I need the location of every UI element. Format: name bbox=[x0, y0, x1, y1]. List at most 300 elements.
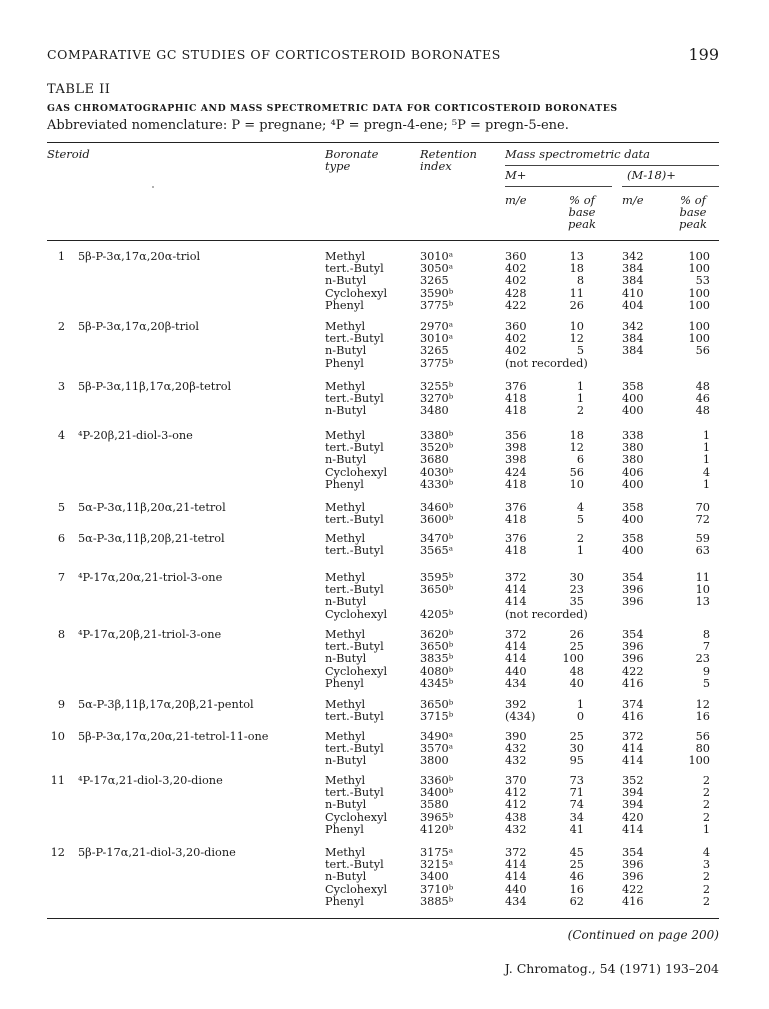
m-plus-percent-value: 8 bbox=[576, 274, 584, 288]
m-plus-me-value: 356 bbox=[505, 429, 527, 442]
m-minus-18-percent-value: 2 bbox=[702, 894, 710, 908]
m-plus-percent-value: 62 bbox=[569, 894, 584, 908]
m-plus-percent bbox=[552, 629, 584, 690]
m-plus-percent-value: 25 bbox=[569, 858, 584, 872]
boronate-type-value: Cyclohexyl bbox=[325, 607, 388, 621]
boronate-type-value: Methyl bbox=[325, 429, 366, 442]
header-pct-line: % of bbox=[680, 193, 706, 207]
m-minus-18-me bbox=[622, 775, 662, 836]
m-minus-18-percent bbox=[667, 847, 710, 908]
boronate-type-value: n-Butyl bbox=[325, 798, 367, 812]
m-minus-18-me-value: 414 bbox=[622, 822, 644, 836]
boronate-type-value: tert.-Butyl bbox=[325, 640, 384, 654]
m-minus-18-percent-value: 12 bbox=[695, 698, 710, 711]
retention-index-value: 3620ᵇ bbox=[420, 628, 454, 641]
m-minus-18-me bbox=[622, 731, 662, 768]
m-plus-percent-value: 18 bbox=[569, 429, 584, 442]
m-plus-percent-value: 1 bbox=[576, 392, 584, 406]
retention-index-value: 3255ᵇ bbox=[420, 380, 454, 393]
m-plus-percent-value: 46 bbox=[569, 870, 584, 884]
retention-index-value: 3215ᵃ bbox=[420, 858, 454, 872]
m-minus-18-percent bbox=[667, 381, 710, 418]
m-plus-me-value: 418 bbox=[505, 513, 527, 527]
retention-index-value: 3265 bbox=[420, 344, 449, 358]
boronate-type-value: Phenyl bbox=[325, 894, 364, 908]
retention-index-value: 3775ᵇ bbox=[420, 356, 454, 370]
retention-index-value: 3400 bbox=[420, 870, 449, 884]
m-minus-18-me-value: 354 bbox=[622, 571, 644, 584]
m-plus-percent-value: 26 bbox=[569, 628, 584, 641]
boronate-type-value: n-Butyl bbox=[325, 404, 367, 418]
m-plus-me-value: 376 bbox=[505, 501, 527, 514]
m-plus-percent-value: 23 bbox=[569, 583, 584, 597]
m-minus-18-percent-value: 2 bbox=[702, 810, 710, 824]
m-plus-me-value: 392 bbox=[505, 698, 527, 711]
m-plus-percent bbox=[552, 731, 584, 768]
m-plus-me-value: 432 bbox=[505, 754, 527, 768]
m-plus-percent bbox=[552, 251, 584, 312]
m-minus-18-me-value: 358 bbox=[622, 532, 644, 545]
m-minus-18-me-value: 416 bbox=[622, 894, 644, 908]
m-minus-18-me-value: 400 bbox=[622, 513, 644, 527]
boronate-type-value: tert.-Butyl bbox=[325, 710, 384, 724]
retention-index-value: 3710ᵇ bbox=[420, 882, 454, 896]
m-minus-18-me bbox=[622, 321, 662, 370]
header-m-minus-18: (M-18)+ bbox=[627, 168, 676, 182]
m-minus-18-me-value: 372 bbox=[622, 730, 644, 743]
m-plus-me-value: (not recorded) bbox=[505, 607, 588, 621]
m-minus-18-percent bbox=[667, 775, 710, 836]
m-minus-18-percent bbox=[667, 251, 710, 312]
m-plus-percent bbox=[552, 533, 584, 557]
retention-index-value: 3885ᵇ bbox=[420, 894, 454, 908]
steroid-name: 5β-P-3α,17α,20α,21-tetrol-11-one bbox=[78, 730, 269, 743]
m-plus-percent-value: 2 bbox=[576, 532, 584, 545]
boronate-type-value: n-Butyl bbox=[325, 453, 367, 467]
m-plus-percent-value: 95 bbox=[569, 754, 584, 768]
m-minus-18-percent-value: 2 bbox=[702, 798, 710, 812]
boronate-type-value: tert.-Butyl bbox=[325, 786, 384, 800]
nomenclature-note: Abbreviated nomenclature: P = pregnane; ⁴P = pregn-4-ene; ⁵P = pregn-5-ene. bbox=[47, 118, 569, 133]
header-m-over-e: m/e bbox=[505, 193, 527, 207]
steroid-number: 10 bbox=[50, 730, 65, 743]
steroid-name: ⁴P-17α,21-diol-3,20-dione bbox=[78, 774, 223, 787]
m-minus-18-me-value: 416 bbox=[622, 676, 644, 690]
boronate-type-value: tert.-Butyl bbox=[325, 583, 384, 597]
m-plus-me bbox=[505, 251, 545, 312]
m-minus-18-percent-value bbox=[667, 609, 710, 621]
m-plus-percent-value: 41 bbox=[569, 822, 584, 836]
m-minus-18-me-value: 342 bbox=[622, 250, 644, 263]
boronate-type bbox=[325, 251, 415, 312]
m-minus-18-me-value: 396 bbox=[622, 870, 644, 884]
table-caption: GAS CHROMATOGRAPHIC AND MASS SPECTROMETRIC DATA FOR CORTICOSTEROID BORONATES bbox=[47, 103, 618, 114]
m-minus-18-percent-value: 100 bbox=[688, 262, 710, 276]
m-minus-18-percent bbox=[667, 321, 710, 370]
m-plus-percent-value: 10 bbox=[569, 320, 584, 333]
retention-index-value: 4120ᵇ bbox=[420, 822, 454, 836]
retention-index-value: 3800 bbox=[420, 754, 449, 768]
m-plus-percent-value bbox=[552, 609, 584, 621]
steroid-number: 6 bbox=[57, 532, 65, 545]
m-plus-me bbox=[505, 381, 545, 418]
header-steroid: Steroid bbox=[47, 147, 90, 161]
m-plus-me bbox=[505, 775, 545, 836]
m-plus-rule bbox=[505, 186, 612, 187]
m-plus-me-value: 370 bbox=[505, 774, 527, 787]
m-plus-percent-value: 4 bbox=[576, 501, 584, 514]
m-minus-18-percent bbox=[667, 533, 710, 557]
m-plus-me-value: 414 bbox=[505, 595, 527, 609]
m-minus-18-me-value: 358 bbox=[622, 501, 644, 514]
retention-index-value: 2970ᵃ bbox=[420, 320, 454, 333]
m-minus-18-me-value: 414 bbox=[622, 742, 644, 756]
m-plus-me-value: 414 bbox=[505, 870, 527, 884]
m-minus-18-me-value: 404 bbox=[622, 298, 644, 312]
m-minus-18-percent-value: 23 bbox=[695, 652, 710, 666]
m-plus-me-value: 398 bbox=[505, 441, 527, 455]
retention-index bbox=[420, 572, 490, 621]
m-minus-18-percent-value: 59 bbox=[695, 532, 710, 545]
retention-index-value: 4330ᵇ bbox=[420, 477, 454, 491]
m-minus-18-me-value: 384 bbox=[622, 274, 644, 288]
m-plus-percent-value: 30 bbox=[569, 571, 584, 584]
m-minus-18-percent-value: 48 bbox=[695, 380, 710, 393]
header-m-plus: M+ bbox=[505, 168, 527, 182]
m-plus-percent-value: 48 bbox=[569, 664, 584, 678]
boronate-type-value: Methyl bbox=[325, 774, 366, 787]
m-minus-18-me-value: 374 bbox=[622, 698, 644, 711]
m-minus-18-percent-value: 53 bbox=[695, 274, 710, 288]
m-plus-percent-value: 16 bbox=[569, 882, 584, 896]
m-plus-me-value: 414 bbox=[505, 640, 527, 654]
m-plus-me-value: 414 bbox=[505, 652, 527, 666]
m-minus-18-percent-value: 63 bbox=[695, 544, 710, 558]
m-minus-18-percent-value: 1 bbox=[702, 822, 710, 836]
boronate-type-value: Methyl bbox=[325, 501, 366, 514]
m-minus-18-percent-value: 1 bbox=[702, 441, 710, 455]
m-minus-18-percent bbox=[667, 731, 710, 768]
m-plus-percent-value: 25 bbox=[569, 640, 584, 654]
m-minus-18-percent-value: 48 bbox=[695, 404, 710, 418]
m-minus-18-me-value: 384 bbox=[622, 332, 644, 346]
m-minus-18-me-value: 358 bbox=[622, 380, 644, 393]
m-plus-me-value: 424 bbox=[505, 465, 527, 479]
retention-index-value: 3595ᵇ bbox=[420, 571, 454, 584]
header-boronate-type: type bbox=[325, 159, 351, 173]
m-minus-18-percent bbox=[667, 629, 710, 690]
m-plus-me-value: 390 bbox=[505, 730, 527, 743]
boronate-type-value: Phenyl bbox=[325, 298, 364, 312]
retention-index bbox=[420, 251, 490, 312]
boronate-type bbox=[325, 533, 415, 557]
m-minus-18-me-value: 396 bbox=[622, 640, 644, 654]
m-plus-percent-value: 12 bbox=[569, 441, 584, 455]
boronate-type-value: Cyclohexyl bbox=[325, 465, 388, 479]
retention-index-value: 3600ᵇ bbox=[420, 513, 454, 527]
header-base-line: base bbox=[679, 205, 707, 220]
retention-index bbox=[420, 847, 490, 908]
boronate-type-value: Methyl bbox=[325, 730, 366, 743]
boronate-type-value: Methyl bbox=[325, 846, 366, 859]
steroid-number: 5 bbox=[57, 501, 65, 514]
table-top-rule bbox=[47, 142, 719, 143]
header-retention: Retention bbox=[420, 147, 477, 161]
m-minus-18-me-value: 380 bbox=[622, 453, 644, 467]
m-plus-me-value: 412 bbox=[505, 786, 527, 800]
m-minus-18-me bbox=[622, 251, 662, 312]
m-minus-18-percent-value: 4 bbox=[702, 846, 710, 859]
retention-index-value: 3775ᵇ bbox=[420, 298, 454, 312]
m-minus-18-me-value: 396 bbox=[622, 858, 644, 872]
m-minus-18-me bbox=[622, 847, 662, 908]
m-minus-18-me-value: 352 bbox=[622, 774, 644, 787]
m-plus-me bbox=[505, 430, 545, 491]
m-minus-18-percent-value: 4 bbox=[702, 465, 710, 479]
m-plus-me-value: 402 bbox=[505, 274, 527, 288]
boronate-type bbox=[325, 430, 415, 491]
header-m-over-e-2: m/e bbox=[622, 193, 644, 207]
header-bottom-rule bbox=[47, 240, 719, 241]
boronate-type-value: n-Butyl bbox=[325, 652, 367, 666]
m-minus-18-me-value: 338 bbox=[622, 429, 644, 442]
running-title: COMPARATIVE GC STUDIES OF CORTICOSTEROID BORONATES bbox=[47, 47, 501, 62]
retention-index-value: 3835ᵇ bbox=[420, 652, 454, 666]
retention-index-value: 3580 bbox=[420, 798, 449, 812]
m-minus-18-me-value: 342 bbox=[622, 320, 644, 333]
m-minus-18-me-value: 394 bbox=[622, 798, 644, 812]
m-plus-percent-value: 71 bbox=[569, 786, 584, 800]
table-label: TABLE II bbox=[47, 82, 111, 97]
retention-index-value: 3175ᵃ bbox=[420, 846, 454, 859]
retention-index-value: 3010ᵃ bbox=[420, 250, 454, 263]
m-minus-18-percent-value: 2 bbox=[702, 786, 710, 800]
boronate-type-value: Cyclohexyl bbox=[325, 286, 388, 300]
m-plus-me-value: 440 bbox=[505, 882, 527, 896]
m-minus-18-me-value: 422 bbox=[622, 664, 644, 678]
m-plus-me-value: 398 bbox=[505, 453, 527, 467]
boronate-type-value: Cyclohexyl bbox=[325, 882, 388, 896]
steroid-number: 1 bbox=[57, 250, 65, 263]
m-plus-me-value: 414 bbox=[505, 583, 527, 597]
m-plus-me-value: 440 bbox=[505, 664, 527, 678]
steroid-number: 4 bbox=[57, 429, 65, 442]
boronate-type-value: Methyl bbox=[325, 628, 366, 641]
m-minus-18-me bbox=[622, 699, 662, 723]
m-plus-percent bbox=[552, 572, 584, 621]
retention-index bbox=[420, 502, 490, 526]
retention-index-value: 3650ᵇ bbox=[420, 640, 454, 654]
m-plus-percent-value: 30 bbox=[569, 742, 584, 756]
steroid-number: 11 bbox=[50, 774, 65, 787]
boronate-type-value: Methyl bbox=[325, 571, 366, 584]
m-plus-me-value: (not recorded) bbox=[505, 356, 588, 370]
m-minus-18-me-value: 396 bbox=[622, 652, 644, 666]
boronate-type-value: Cyclohexyl bbox=[325, 810, 388, 824]
m-plus-percent-value: 56 bbox=[569, 465, 584, 479]
retention-index-value: 3400ᵇ bbox=[420, 786, 454, 800]
m-plus-percent-value: 2 bbox=[576, 404, 584, 418]
boronate-type-value: tert.-Butyl bbox=[325, 441, 384, 455]
retention-index-value: 3470ᵇ bbox=[420, 532, 454, 545]
m-plus-me-value: 438 bbox=[505, 810, 527, 824]
m-minus-18-rule bbox=[622, 186, 719, 187]
boronate-type bbox=[325, 699, 415, 723]
m-plus-me-value: 418 bbox=[505, 392, 527, 406]
retention-index-value: 3715ᵇ bbox=[420, 710, 454, 724]
m-plus-percent-value: 26 bbox=[569, 298, 584, 312]
boronate-type-value: Phenyl bbox=[325, 477, 364, 491]
m-minus-18-me-value: 420 bbox=[622, 810, 644, 824]
m-plus-me-value: 372 bbox=[505, 628, 527, 641]
header-pct-line: % of bbox=[569, 193, 595, 207]
m-minus-18-percent-value bbox=[667, 358, 710, 370]
retention-index-value: 3565ᵃ bbox=[420, 544, 454, 558]
retention-index-value: 3050ᵃ bbox=[420, 262, 454, 276]
m-minus-18-me-value: 384 bbox=[622, 344, 644, 358]
m-plus-percent-value: 18 bbox=[569, 262, 584, 276]
m-plus-percent-value: 73 bbox=[569, 774, 584, 787]
header-pct-base-1 bbox=[552, 195, 612, 232]
m-plus-me-value: 432 bbox=[505, 742, 527, 756]
boronate-type-value: n-Butyl bbox=[325, 870, 367, 884]
header-peak-line: peak bbox=[679, 217, 707, 232]
m-plus-percent-value: 1 bbox=[576, 698, 584, 711]
boronate-type-value: n-Butyl bbox=[325, 595, 367, 609]
m-minus-18-me-value: 396 bbox=[622, 595, 644, 609]
m-plus-percent-value: 11 bbox=[569, 286, 584, 300]
retention-index bbox=[420, 775, 490, 836]
m-plus-me bbox=[505, 847, 545, 908]
m-plus-percent-value bbox=[552, 358, 584, 370]
m-plus-me bbox=[505, 533, 545, 557]
m-plus-me bbox=[505, 699, 545, 723]
m-minus-18-me bbox=[622, 381, 662, 418]
retention-index-value bbox=[420, 596, 490, 608]
m-plus-me bbox=[505, 731, 545, 768]
m-minus-18-me-value: 354 bbox=[622, 846, 644, 859]
steroid-name: 5α-P-3α,11β,20β,21-tetrol bbox=[78, 532, 225, 545]
m-plus-percent-value: 10 bbox=[569, 477, 584, 491]
m-plus-percent-value: 34 bbox=[569, 810, 584, 824]
retention-index-value: 3650ᵇ bbox=[420, 698, 454, 711]
m-plus-me-value: 376 bbox=[505, 380, 527, 393]
m-minus-18-percent bbox=[667, 430, 710, 491]
m-plus-percent bbox=[552, 775, 584, 836]
m-plus-percent-value: 100 bbox=[562, 652, 584, 666]
m-minus-18-percent-value: 5 bbox=[702, 676, 710, 690]
m-minus-18-me-value: 384 bbox=[622, 262, 644, 276]
m-plus-me-value: 428 bbox=[505, 286, 527, 300]
boronate-type-value: tert.-Butyl bbox=[325, 332, 384, 346]
m-plus-me-value: 418 bbox=[505, 404, 527, 418]
m-plus-percent-value: 1 bbox=[576, 544, 584, 558]
m-plus-percent-value: 74 bbox=[569, 798, 584, 812]
steroid-number: 7 bbox=[57, 571, 65, 584]
retention-index-value: 3265 bbox=[420, 274, 449, 288]
m-minus-18-me-value bbox=[622, 609, 662, 621]
continued-note: (Continued on page 200) bbox=[567, 928, 719, 942]
m-minus-18-percent-value: 100 bbox=[688, 754, 710, 768]
m-minus-18-percent-value: 16 bbox=[695, 710, 710, 724]
boronate-type-value: Cyclohexyl bbox=[325, 664, 388, 678]
m-minus-18-percent-value: 80 bbox=[695, 742, 710, 756]
m-minus-18-percent-value: 13 bbox=[695, 595, 710, 609]
header-mass-spec: Mass spectrometric data bbox=[505, 147, 650, 161]
m-minus-18-percent-value: 9 bbox=[702, 664, 710, 678]
m-minus-18-percent bbox=[667, 699, 710, 723]
m-minus-18-percent-value: 72 bbox=[695, 513, 710, 527]
steroid-name: 5α-P-3β,11β,17α,20β,21-pentol bbox=[78, 698, 254, 711]
steroid-name: ⁴P-17α,20β,21-triol-3-one bbox=[78, 628, 222, 641]
retention-index bbox=[420, 699, 490, 723]
steroid-number: 8 bbox=[57, 628, 65, 641]
m-minus-18-percent-value: 1 bbox=[702, 477, 710, 491]
retention-index-value: 3570ᵃ bbox=[420, 742, 454, 756]
m-plus-percent-value: 40 bbox=[569, 676, 584, 690]
m-minus-18-percent-value: 2 bbox=[702, 882, 710, 896]
boronate-type bbox=[325, 847, 415, 908]
boronate-type-value: n-Butyl bbox=[325, 274, 367, 288]
m-plus-percent-value: 25 bbox=[569, 730, 584, 743]
m-minus-18-percent-value: 2 bbox=[702, 774, 710, 787]
boronate-type-value: tert.-Butyl bbox=[325, 262, 384, 276]
retention-index-value: 3590ᵇ bbox=[420, 286, 454, 300]
m-minus-18-percent-value: 3 bbox=[702, 858, 710, 872]
m-plus-percent-value: 12 bbox=[569, 332, 584, 346]
m-minus-18-me bbox=[622, 430, 662, 491]
retention-index-value: 4345ᵇ bbox=[420, 676, 454, 690]
boronate-type-value: tert.-Butyl bbox=[325, 742, 384, 756]
retention-index bbox=[420, 731, 490, 768]
retention-index-value: 3680 bbox=[420, 453, 449, 467]
boronate-type-value: tert.-Butyl bbox=[325, 392, 384, 406]
m-plus-me-value: 402 bbox=[505, 344, 527, 358]
m-minus-18-percent-value: 11 bbox=[695, 571, 710, 584]
boronate-type-value: Methyl bbox=[325, 250, 366, 263]
m-plus-me-value: 432 bbox=[505, 822, 527, 836]
boronate-type-value: Phenyl bbox=[325, 356, 364, 370]
m-plus-me-value: 372 bbox=[505, 846, 527, 859]
boronate-type-value: tert.-Butyl bbox=[325, 544, 384, 558]
m-plus-me-value: 414 bbox=[505, 858, 527, 872]
boronate-type bbox=[325, 572, 415, 621]
m-minus-18-me bbox=[622, 572, 662, 621]
header-retention-index: index bbox=[420, 159, 452, 173]
m-minus-18-percent bbox=[667, 572, 710, 621]
m-minus-18-percent-value: 100 bbox=[688, 332, 710, 346]
m-plus-me-value: 418 bbox=[505, 544, 527, 558]
m-plus-percent bbox=[552, 381, 584, 418]
m-plus-percent bbox=[552, 502, 584, 526]
retention-index-value: 3520ᵇ bbox=[420, 441, 454, 455]
retention-index bbox=[420, 629, 490, 690]
m-minus-18-me-value: 400 bbox=[622, 404, 644, 418]
m-plus-me-value: 376 bbox=[505, 532, 527, 545]
header-peak-line: peak bbox=[568, 217, 596, 232]
boronate-type bbox=[325, 775, 415, 836]
header-boronate: Boronate bbox=[325, 147, 379, 161]
retention-index-value: 3380ᵇ bbox=[420, 429, 454, 442]
m-minus-18-me-value: 396 bbox=[622, 583, 644, 597]
m-plus-me-value: 434 bbox=[505, 676, 527, 690]
m-plus-percent-value: 13 bbox=[569, 250, 584, 263]
m-plus-percent bbox=[552, 699, 584, 723]
retention-index bbox=[420, 533, 490, 557]
m-plus-percent-value: 6 bbox=[576, 453, 584, 467]
m-plus-percent bbox=[552, 321, 584, 370]
m-minus-18-me bbox=[622, 502, 662, 526]
